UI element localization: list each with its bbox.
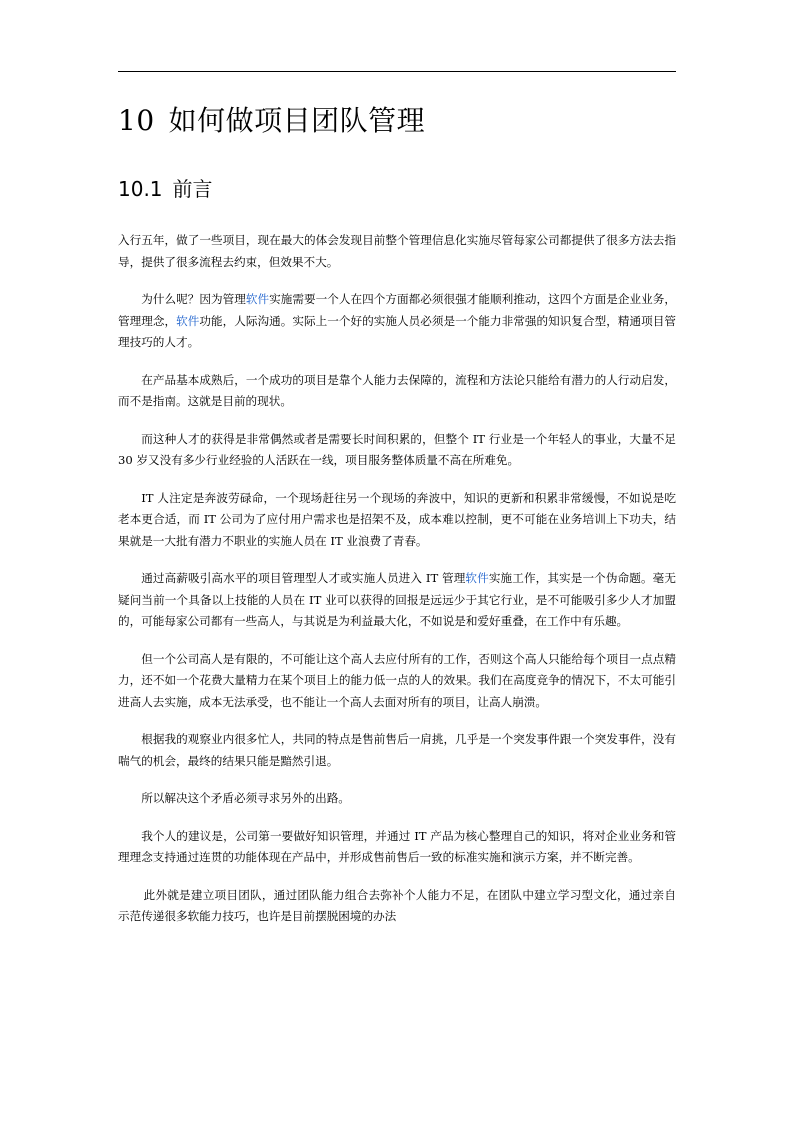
- software-link[interactable]: 软件: [245, 292, 270, 306]
- chapter-title: [118, 101, 425, 141]
- paragraph-6-text-a: 通过高薪吸引高水平的项目管理型人才或实施人员进入 IT 管理: [141, 571, 466, 585]
- paragraph-6: [118, 568, 676, 633]
- paragraph-2-text-b: 实施需要一个人在四个方面都必须很强才能顺利推动，这四个方面是企业业务，管理理念，: [118, 292, 676, 328]
- paragraph-5: IT 人注定是奔波劳碌命，一个现场赶往另一个现场的奔波中，知识的更新和积累非常缓慢，不如说是吃老本更合适，而 IT 公司为了应付用户需求也是招架不及，成本难以控制，更不可能在业务培训上下功夫，结果就是一大批有潜力不职业的实施人员在 IT 业浪费了青春。: [118, 490, 676, 548]
- software-link[interactable]: 软件: [465, 571, 489, 585]
- software-link[interactable]: 软件: [176, 313, 200, 328]
- body-text: [118, 230, 676, 945]
- paragraph-7: 但一个公司高人是有限的，不可能让这个高人去应付所有的工作，否则这个高人只能给每个项目一点点精力，还不如一个花费大量精力在某个项目上的能力低一点的人的效果。我们在高度竞争的情况下，不太可能引进高人去实施，成本无法承受，也不能让一个高人去面对所有的项目，让高人崩溃。: [118, 651, 676, 709]
- paragraph-1: 入行五年，做了一些项目，现在最大的体会发现目前整个管理信息化实施尽管每家公司都提供了很多方法去指导，提供了很多流程去约束，但效果不大。: [118, 233, 676, 269]
- paragraph-4: 而这种人才的获得是非常偶然或者是需要长时间积累的，但整个 IT 行业是一个年轻人的事业，大量不足 30 岁又没有多少行业经验的人活跃在一线，项目服务整体质量不高在所难免。: [118, 431, 676, 467]
- chapter-number: 10: [118, 104, 155, 137]
- section-number: 10.1: [118, 177, 163, 201]
- section-title-text: 前言: [172, 177, 213, 201]
- paragraph-2: [118, 289, 676, 354]
- paragraph-8: 根据我的观察业内很多忙人，共同的特点是售前售后一肩挑，几乎是一个突发事件跟一个突发事件，没有喘气的机会，最终的结果只能是黯然引退。: [118, 732, 676, 768]
- header-rule: [118, 71, 676, 72]
- chapter-title-text: 如何做项目团队管理: [168, 104, 426, 137]
- paragraph-10: 我个人的建议是，公司第一要做好知识管理，并通过 IT 产品为核心整理自己的知识，将对企业业务和管理理念支持通过连贯的功能体现在产品中，并形成售前售后一致的标准实施和演示方案，并不断完善。: [118, 828, 676, 864]
- paragraph-6-text-b: 实施工作，其实是一个伪命题。毫无疑问当前一个具备以上技能的人员在 IT 业可以获得的回报是远远少于其它行业，是不可能吸引多少人才加盟的，可能每家公司都有一些高人，与其说是为利益最大化，不如说是和爱好重叠，在工作中有乐趣。: [118, 571, 676, 628]
- paragraph-2-text-a: 为什么呢？因为管理: [141, 292, 246, 306]
- paragraph-11: 此外就是建立项目团队，通过团队能力组合去弥补个人能力不足，在团队中建立学习型文化，通过亲自示范传递很多软能力技巧，也许是目前摆脱困境的办法: [118, 887, 676, 923]
- paragraph-9: 所以解决这个矛盾必须寻求另外的出路。: [141, 791, 350, 805]
- paragraph-3: 在产品基本成熟后，一个成功的项目是靠个人能力去保障的，流程和方法论只能给有潜力的人行动启发，而不是指南。这就是目前的现状。: [118, 372, 676, 408]
- paragraph-2-text-c: 功能，人际沟通。实际上一个好的实施人员必须是一个能力非常强的知识复合型，精通项目管理技巧的人才。: [118, 313, 676, 349]
- section-title: [118, 174, 213, 204]
